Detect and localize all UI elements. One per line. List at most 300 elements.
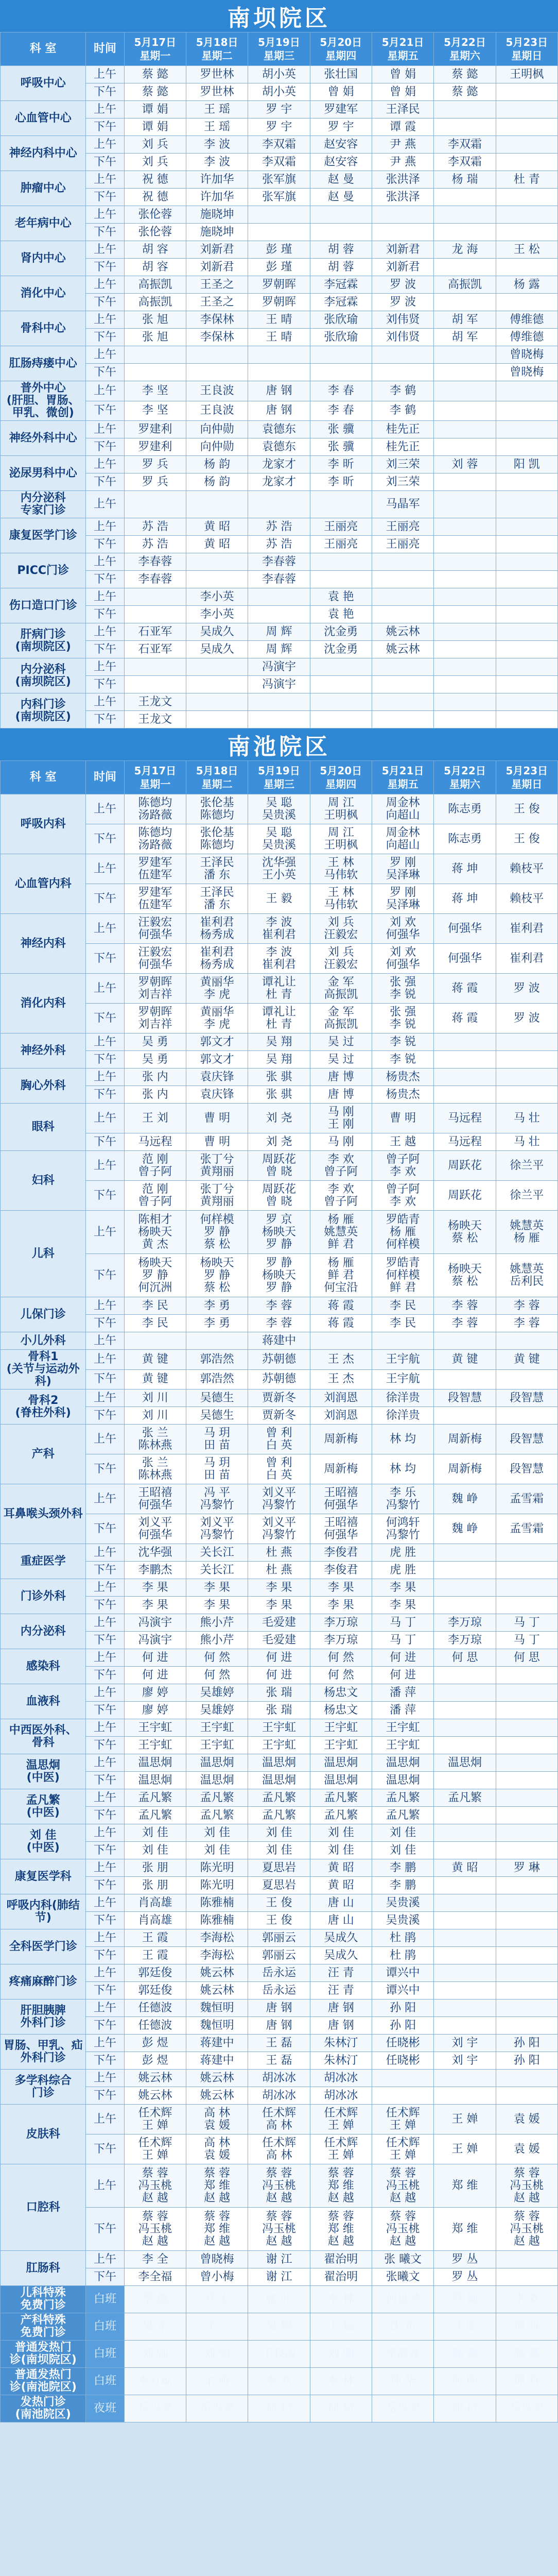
dept-name: 老年病中心: [1, 206, 86, 241]
doctor-cell: [434, 1667, 496, 1684]
doctor-cell: 熊小芹: [186, 1632, 248, 1649]
period-cell: 上午: [86, 1389, 124, 1407]
doctor-cell: 廖 婷: [124, 1702, 186, 1719]
doctor-cell: 王 霞: [124, 1929, 186, 1947]
header-day: [248, 761, 310, 794]
doctor-cell: [310, 571, 372, 588]
doctor-cell: 吴成久: [186, 623, 248, 641]
doctor-cell: 温思炯: [124, 1772, 186, 1789]
dept-name: 神经外科中心: [1, 421, 86, 456]
doctor-cell: 陈德均 汤路薇: [124, 824, 186, 854]
header-period: 时间: [86, 32, 124, 66]
doctor-cell: [496, 1737, 557, 1754]
doctor-cell: 谭礼让 杜 青: [248, 1004, 310, 1033]
doctor-cell: 温思炯: [186, 1772, 248, 1789]
header-date: 5月19日: [258, 765, 300, 777]
doctor-cell: 黄 键: [496, 1350, 557, 1370]
doctor-cell: [496, 118, 557, 136]
doctor-cell: 石亚军: [124, 623, 186, 641]
doctor-cell: 刘 宇: [434, 2035, 496, 2052]
doctor-cell: [434, 1929, 496, 1947]
doctor-cell: [248, 491, 310, 518]
doctor-cell: 吴雄婷: [186, 1702, 248, 1719]
dept-name: 神经内科中心: [1, 136, 86, 171]
doctor-cell: [496, 658, 557, 676]
doctor-cell: 赖枝平: [496, 884, 557, 914]
doctor-cell: 李 果: [310, 1579, 372, 1597]
period-cell: 上午: [86, 381, 124, 401]
doctor-cell: 姚云林: [186, 2070, 248, 2087]
doctor-cell: 姚云林: [186, 1964, 248, 1982]
header-date: 5月23日: [505, 36, 548, 48]
doctor-cell: 孙 阳: [372, 1999, 433, 2017]
doctor-cell: 杨 雁 姚慧英 鲜 君: [310, 1211, 372, 1254]
doctor-cell: 刘 佳: [248, 1824, 310, 1842]
doctor-cell: 刘 佳: [124, 1824, 186, 1842]
doctor-cell: [496, 536, 557, 553]
doctor-cell: 尹 燕: [372, 154, 433, 171]
doctor-cell: 冯演宇: [248, 676, 310, 693]
dept-name: 康复医学科: [1, 1859, 86, 1894]
doctor-cell: 冯演宇: [248, 658, 310, 676]
table-row: [1, 2341, 558, 2368]
doctor-cell: [372, 2070, 433, 2087]
table-row: [1, 66, 558, 83]
table-row: [1, 2105, 558, 2134]
doctor-cell: 蔡 蓉 郑 维 赵 越: [186, 2208, 248, 2251]
doctor-cell: 周新梅: [310, 1425, 372, 1454]
doctor-cell: [248, 588, 310, 606]
doctor-cell: 王泽民 潘 东: [186, 854, 248, 884]
doctor-cell: 杨映天 罗 静 蔡 松: [186, 1254, 248, 1297]
doctor-cell: 何 倍: [434, 2395, 496, 2422]
doctor-cell: 施晓坤: [186, 206, 248, 224]
doctor-cell: 范 刚 曾子阿: [124, 1151, 186, 1181]
period-cell: 下午: [86, 1004, 124, 1033]
period-cell: 下午: [86, 189, 124, 206]
doctor-cell: 钟 华: [372, 2368, 433, 2395]
doctor-cell: 王泽民 潘 东: [186, 884, 248, 914]
header-date: 5月20日: [320, 765, 362, 777]
dept-name: 肛肠科: [1, 2251, 86, 2286]
doctor-cell: [496, 711, 557, 728]
doctor-cell: [496, 1842, 557, 1859]
doctor-cell: 何 然: [310, 1667, 372, 1684]
doctor-cell: 温思炯: [186, 1754, 248, 1772]
doctor-cell: 蒋 霞: [310, 1315, 372, 1332]
doctor-cell: 石亚军: [124, 641, 186, 658]
doctor-cell: 彭 煜: [124, 2052, 186, 2070]
doctor-cell: 孟凡繁: [248, 1807, 310, 1824]
doctor-cell: 袁 媛: [496, 2134, 557, 2164]
period-cell: 下午: [86, 606, 124, 623]
doctor-cell: [186, 676, 248, 693]
doctor-cell: 王圣之: [186, 276, 248, 294]
doctor-cell: 朱林汀: [310, 2035, 372, 2052]
period-cell: 上午: [86, 1649, 124, 1667]
doctor-cell: 罗建军 伍建军: [124, 884, 186, 914]
doctor-cell: 胡小英: [248, 66, 310, 83]
doctor-cell: 沈华强 王小英: [248, 854, 310, 884]
doctor-cell: [496, 1562, 557, 1579]
header-day: [310, 761, 372, 794]
dept-name: 儿科: [1, 1211, 86, 1297]
doctor-cell: 向仲勋: [186, 438, 248, 456]
period-cell: 上午: [86, 1929, 124, 1947]
doctor-cell: 何 进: [124, 1649, 186, 1667]
doctor-cell: 刘 川: [124, 1389, 186, 1407]
table-row: [1, 588, 558, 606]
doctor-cell: 高振凯: [124, 276, 186, 294]
doctor-cell: 张 曦文: [372, 2251, 433, 2268]
doctor-cell: 关长江: [186, 1562, 248, 1579]
table-row: [1, 1104, 558, 1133]
doctor-cell: 何 倍: [310, 2395, 372, 2422]
doctor-cell: 马 刚: [310, 1133, 372, 1151]
dept-name: 发热门诊 (南池院区): [1, 2395, 86, 2422]
doctor-cell: [496, 1719, 557, 1737]
doctor-cell: 李保林: [186, 329, 248, 346]
doctor-cell: [496, 83, 557, 101]
doctor-cell: [434, 101, 496, 118]
period-cell: 上午: [86, 1579, 124, 1597]
doctor-cell: [496, 1086, 557, 1104]
doctor-cell: 周新梅: [310, 1454, 372, 1484]
table-row: [1, 101, 558, 118]
period-cell: 下午: [86, 438, 124, 456]
doctor-cell: [434, 294, 496, 311]
doctor-cell: 黄丽华 李 虎: [186, 1004, 248, 1033]
doctor-cell: 王良: [434, 2313, 496, 2341]
period-cell: 下午: [86, 1051, 124, 1069]
header-day: [372, 32, 433, 66]
doctor-cell: 刘 兵 汪毅宏: [310, 944, 372, 974]
doctor-cell: 李 蓉: [496, 1297, 557, 1315]
doctor-cell: 苏 浩: [248, 518, 310, 536]
dept-name: 胸心外科: [1, 1069, 86, 1104]
header-week: 星期五: [387, 49, 418, 62]
dept-name: 血液科: [1, 1684, 86, 1719]
doctor-cell: 林 均: [372, 1425, 433, 1454]
doctor-cell: 刘 欢 何强华: [372, 914, 433, 944]
doctor-cell: [186, 571, 248, 588]
doctor-cell: 孟凡繁: [248, 1789, 310, 1807]
doctor-cell: 温思炯: [248, 1754, 310, 1772]
doctor-cell: 岳兴家: [124, 2395, 186, 2422]
doctor-cell: 苏 浩: [124, 536, 186, 553]
doctor-cell: 刘 佳: [372, 1824, 433, 1842]
doctor-cell: 张 骥: [310, 438, 372, 456]
header-week: 星期五: [387, 778, 418, 790]
doctor-cell: 李 果: [124, 1597, 186, 1614]
doctor-cell: 夏思岩: [248, 1877, 310, 1894]
doctor-cell: 吴 婷: [248, 2313, 310, 2341]
doctor-cell: 龙家才: [248, 473, 310, 491]
doctor-cell: 傅维德: [496, 311, 557, 329]
doctor-cell: 王良波: [186, 401, 248, 421]
doctor-cell: 罗建利: [124, 438, 186, 456]
doctor-cell: 翟治明: [310, 2251, 372, 2268]
header-date: 5月17日: [134, 765, 177, 777]
doctor-cell: 罗朝晖 刘吉祥: [124, 1004, 186, 1033]
doctor-cell: 李 欢 曾子阿: [310, 1181, 372, 1211]
doctor-cell: [372, 364, 433, 381]
period-cell: 下午: [86, 1807, 124, 1824]
doctor-cell: 孟凡繁: [372, 1789, 433, 1807]
doctor-cell: [434, 1597, 496, 1614]
doctor-cell: 张 内: [124, 1086, 186, 1104]
doctor-cell: 罗朝晖 刘吉祥: [124, 974, 186, 1004]
table-row: [1, 1684, 558, 1702]
dept-name: 心血管内科: [1, 854, 86, 914]
period-cell: 上午: [86, 1425, 124, 1454]
dept-name: 妇科: [1, 1151, 86, 1211]
period-cell: 下午: [86, 1702, 124, 1719]
doctor-cell: 李俊君: [310, 1544, 372, 1562]
doctor-cell: 蔡 懿: [124, 83, 186, 101]
dept-name: 耳鼻喉头颈外科: [1, 1484, 86, 1544]
doctor-cell: [372, 346, 433, 364]
doctor-cell: 马 玥 田 苗: [186, 1454, 248, 1484]
header-week: 星期二: [201, 778, 233, 790]
doctor-cell: 孙 阳: [372, 2017, 433, 2035]
period-cell: 下午: [86, 1912, 124, 1929]
doctor-cell: 吴 聪 吴贵溪: [248, 824, 310, 854]
doctor-cell: 李 果: [186, 1597, 248, 1614]
doctor-cell: 马 刚 王 刚: [310, 1104, 372, 1133]
doctor-cell: 任晓彬: [372, 2052, 433, 2070]
doctor-cell: 张壮国: [310, 66, 372, 83]
doctor-cell: 汪 青: [310, 1982, 372, 1999]
doctor-cell: [496, 294, 557, 311]
doctor-cell: 刘 兵 汪毅宏: [310, 914, 372, 944]
doctor-cell: [248, 206, 310, 224]
doctor-cell: [124, 1332, 186, 1350]
doctor-cell: 蔡 蓉 冯玉桃 赵 越: [124, 2164, 186, 2208]
doctor-cell: 李俊君: [310, 1562, 372, 1579]
header-day: [310, 32, 372, 66]
doctor-cell: 虎 胜: [372, 1544, 433, 1562]
doctor-cell: [434, 1842, 496, 1859]
period-cell: 下午: [86, 364, 124, 381]
doctor-cell: 张 骥: [310, 421, 372, 438]
doctor-cell: 吴成久: [186, 641, 248, 658]
doctor-cell: 沈金勇: [310, 623, 372, 641]
doctor-cell: 任术辉 王 婵: [310, 2105, 372, 2134]
doctor-cell: [434, 438, 496, 456]
doctor-cell: [434, 606, 496, 623]
doctor-cell: 吴 过: [310, 1033, 372, 1051]
doctor-cell: 唐 博: [310, 1086, 372, 1104]
doctor-cell: 张 朋: [124, 1877, 186, 1894]
doctor-cell: 谭 舟: [496, 2368, 557, 2395]
doctor-cell: 汪毅宏 何强华: [124, 944, 186, 974]
dept-name: 呼吸内科: [1, 794, 86, 854]
doctor-cell: 刘 尧: [248, 1133, 310, 1151]
doctor-cell: 蔡 蓉 冯玉桃 赵 越: [372, 2208, 433, 2251]
doctor-cell: 肖高雄: [124, 1894, 186, 1912]
period-cell: 上午: [86, 1151, 124, 1181]
period-cell: 下午: [86, 2208, 124, 2251]
doctor-cell: [434, 1086, 496, 1104]
doctor-cell: [496, 693, 557, 711]
doctor-cell: [434, 1407, 496, 1425]
doctor-cell: 孟雪霜: [496, 1514, 557, 1544]
doctor-cell: 赵 曼: [310, 189, 372, 206]
period-cell: 上午: [86, 1614, 124, 1632]
doctor-cell: [248, 711, 310, 728]
period-cell: 上午: [86, 1754, 124, 1772]
doctor-cell: 何 然: [310, 1649, 372, 1667]
doctor-cell: 王丽亮: [372, 518, 433, 536]
doctor-cell: [496, 1544, 557, 1562]
doctor-cell: 孟凡繁: [310, 1789, 372, 1807]
doctor-cell: 任术辉 王 婵: [124, 2134, 186, 2164]
doctor-cell: [434, 1051, 496, 1069]
period-cell: 上午: [86, 693, 124, 711]
doctor-cell: 高振凯: [124, 294, 186, 311]
header-date: 5月21日: [381, 36, 424, 48]
doctor-cell: 李 全: [124, 2251, 186, 2268]
doctor-cell: 杨贵杰: [372, 1069, 433, 1086]
doctor-cell: 李双霜: [248, 136, 310, 154]
header-day: [186, 32, 248, 66]
doctor-cell: 郭丽云: [248, 1947, 310, 1964]
period-cell: 上午: [86, 588, 124, 606]
period-cell: 下午: [86, 1877, 124, 1894]
period-cell: 上午: [86, 276, 124, 294]
doctor-cell: 刘 欢 何强华: [372, 944, 433, 974]
doctor-cell: 李 果: [310, 1597, 372, 1614]
doctor-cell: 李 民: [372, 1297, 433, 1315]
doctor-cell: 李 昕: [310, 456, 372, 473]
doctor-cell: 施晓坤: [186, 224, 248, 241]
doctor-cell: [496, 1051, 557, 1069]
doctor-cell: 姚云林: [186, 2087, 248, 2105]
doctor-cell: 罗 静 杨映天 罗 静: [248, 1254, 310, 1297]
doctor-cell: 李 果: [186, 1579, 248, 1597]
doctor-cell: 张 朋: [124, 1859, 186, 1877]
doctor-cell: [496, 1894, 557, 1912]
doctor-cell: 王 越: [372, 1133, 433, 1151]
doctor-cell: [310, 658, 372, 676]
period-cell: 上午: [86, 1789, 124, 1807]
doctor-cell: 黄 昭: [310, 1877, 372, 1894]
doctor-cell: 刘伟贤: [372, 329, 433, 346]
period-cell: 上午: [86, 1859, 124, 1877]
period-cell: 下午: [86, 118, 124, 136]
header-day: [434, 32, 496, 66]
table-row: [1, 794, 558, 824]
doctor-cell: 张军旗: [248, 189, 310, 206]
doctor-cell: 崔利君: [496, 944, 557, 974]
doctor-cell: 孟凡繁: [310, 1807, 372, 1824]
doctor-cell: 唐 钢: [248, 401, 310, 421]
doctor-cell: [186, 491, 248, 518]
period-cell: 下午: [86, 1982, 124, 1999]
doctor-cell: [434, 1033, 496, 1051]
table-row: [1, 136, 558, 154]
dept-name: 小儿外科: [1, 1332, 86, 1350]
doctor-cell: [434, 421, 496, 438]
header-week: 星期日: [511, 778, 543, 790]
doctor-cell: 刘 佳: [186, 1824, 248, 1842]
doctor-cell: 李 波: [186, 154, 248, 171]
doctor-cell: [496, 101, 557, 118]
doctor-cell: [496, 1702, 557, 1719]
doctor-cell: 李 波 崔利君: [248, 914, 310, 944]
doctor-cell: 蒋 霞: [434, 974, 496, 1004]
doctor-cell: 李小英: [186, 606, 248, 623]
period-cell: 下午: [86, 1454, 124, 1484]
doctor-cell: 何强华: [434, 944, 496, 974]
doctor-cell: [496, 381, 557, 401]
doctor-cell: 罗皓青 何样模 鲜 君: [372, 1254, 433, 1297]
doctor-cell: 罗 波: [496, 1004, 557, 1033]
period-cell: 下午: [86, 1632, 124, 1649]
doctor-cell: 周 江 王明枫: [310, 824, 372, 854]
doctor-cell: 王 松: [496, 241, 557, 259]
doctor-cell: 张 骐: [248, 1086, 310, 1104]
doctor-cell: 刘 佳: [248, 1842, 310, 1859]
dept-name: 眼科: [1, 1104, 86, 1151]
doctor-cell: 刘 兵: [124, 136, 186, 154]
doctor-cell: 罗 宇: [248, 118, 310, 136]
dept-name: 肿瘤中心: [1, 171, 86, 206]
dept-name: 胃肠、甲乳、疝 外科门诊: [1, 2035, 86, 2070]
doctor-cell: 祝 德: [124, 189, 186, 206]
doctor-cell: [496, 1982, 557, 1999]
doctor-cell: 虎 胜: [372, 1562, 433, 1579]
period-cell: 上午: [86, 1297, 124, 1315]
doctor-cell: [186, 711, 248, 728]
doctor-cell: 刘 佳: [310, 1842, 372, 1859]
doctor-cell: 刘伟贤: [372, 311, 433, 329]
doctor-cell: [434, 676, 496, 693]
doctor-cell: [434, 518, 496, 536]
period-cell: 上午: [86, 171, 124, 189]
doctor-cell: 冯演宇: [124, 1632, 186, 1649]
doctor-cell: 罗 刚 吴泽琳: [372, 884, 433, 914]
doctor-cell: 孟凡繁: [124, 1807, 186, 1824]
doctor-cell: 黄 昭: [186, 536, 248, 553]
doctor-cell: [496, 676, 557, 693]
doctor-cell: 曾 娟: [372, 83, 433, 101]
doctor-cell: [496, 401, 557, 421]
doctor-cell: 王宇虹: [124, 1719, 186, 1737]
doctor-cell: 王宇虹: [372, 1719, 433, 1737]
header-week: 星期二: [201, 49, 233, 62]
dept-name: 心血管中心: [1, 101, 86, 136]
doctor-cell: 李万琼: [434, 1632, 496, 1649]
period-cell: 上午: [86, 1069, 124, 1086]
doctor-cell: 刘润恩: [310, 1389, 372, 1407]
doctor-cell: 王 俊: [496, 824, 557, 854]
doctor-cell: 王 瑶: [186, 101, 248, 118]
schedule-table-nanchi: [0, 760, 558, 2422]
doctor-cell: 李 坚: [124, 381, 186, 401]
doctor-cell: 何 思: [434, 1649, 496, 1667]
doctor-cell: [186, 364, 248, 381]
doctor-cell: 杨忠文: [310, 1684, 372, 1702]
doctor-cell: 李冠霖: [310, 276, 372, 294]
doctor-cell: [496, 2268, 557, 2286]
table-row: [1, 1350, 558, 1370]
doctor-cell: 孟凡繁: [124, 1789, 186, 1807]
doctor-cell: 李 勇: [186, 1315, 248, 1332]
doctor-cell: [310, 553, 372, 571]
doctor-cell: 魏 峥: [434, 1484, 496, 1514]
